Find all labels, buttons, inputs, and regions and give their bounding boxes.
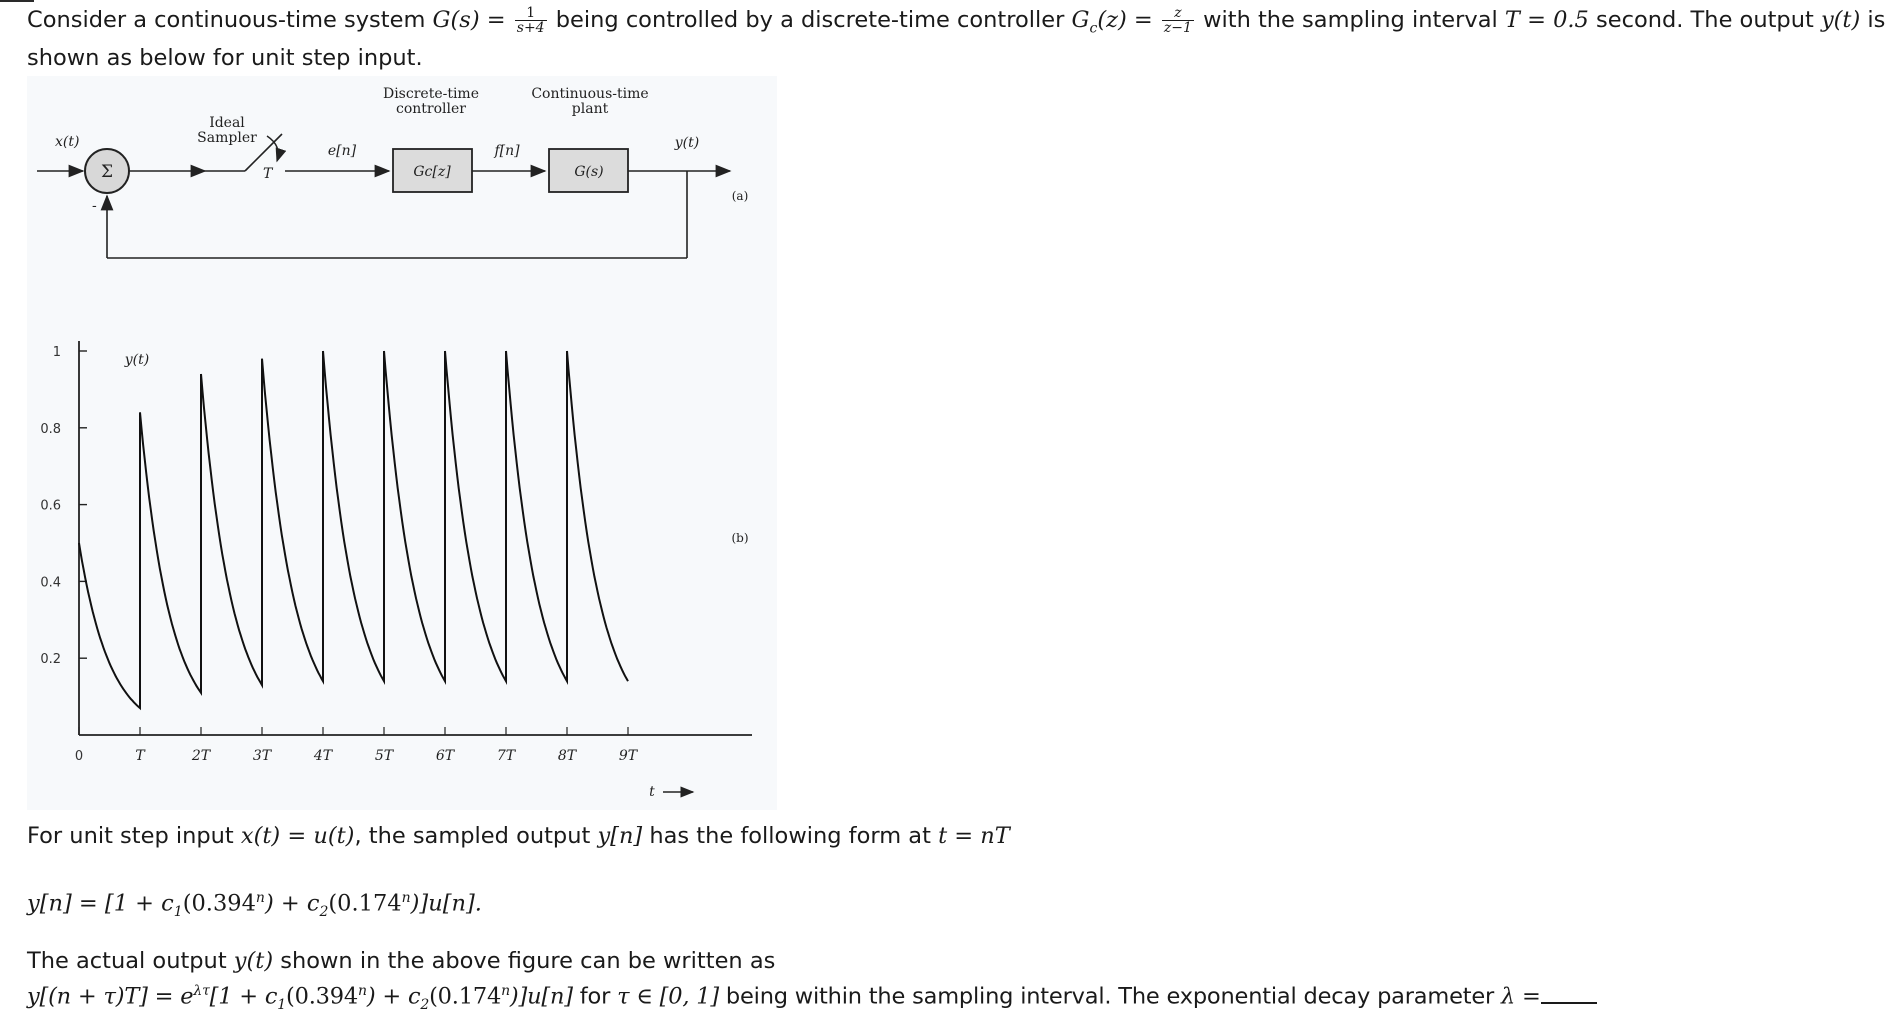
plant-transfer-label: G(s) = bbox=[432, 7, 513, 33]
intro-text: with the sampling interval bbox=[1195, 7, 1505, 33]
sampler-label-2: Sampler bbox=[197, 130, 257, 146]
intro-text: is bbox=[1860, 7, 1885, 33]
sampler-period-label: T bbox=[263, 166, 273, 182]
x-tick-label: 8T bbox=[557, 748, 577, 764]
sampled-output-equation: $y[n] = [1 + c_1(0.394^n) + c_2(0.174^n)]u[n]$. bbox=[27, 890, 482, 920]
panel-a-label: (a) bbox=[731, 189, 749, 203]
x-tick-label: 3T bbox=[252, 748, 272, 764]
response-segment bbox=[384, 351, 445, 681]
controller-title-2: controller bbox=[396, 101, 466, 117]
response-plot bbox=[40, 341, 752, 800]
en-label: e[n] bbox=[327, 143, 357, 159]
x-tick-label: 4T bbox=[313, 748, 333, 764]
y-tick-label: 1 bbox=[52, 345, 61, 360]
plant-title-1: Continuous-time bbox=[531, 86, 649, 102]
output-symbol: y(t) bbox=[233, 948, 274, 974]
tau-range: τ ∈ [0, 1] bbox=[617, 983, 719, 1010]
response-segment bbox=[140, 374, 201, 693]
figure-panel bbox=[27, 76, 777, 810]
response-segment bbox=[201, 359, 262, 685]
intro-text: being controlled by a discrete-time controller bbox=[548, 7, 1072, 33]
x-tick-label: 2T bbox=[191, 748, 211, 764]
input-label: x(t) bbox=[55, 134, 80, 150]
response-curves bbox=[79, 351, 628, 708]
x-axis-title: t bbox=[649, 784, 655, 800]
fn-label: f[n] bbox=[494, 143, 520, 159]
response-segment bbox=[79, 412, 140, 708]
output-label: y(t) bbox=[674, 135, 700, 151]
intro-line-1: Consider a continuous-time system G(s) = $\frac{1}{s+4}$ being controlled by a discrete-time controller $G_c(z)$ = $\frac{z}{z-1}$ with the sampling interval T = 0.5 second. The output y(t) is bbox=[27, 5, 1885, 37]
intro-text: Consider a continuous-time system bbox=[27, 7, 433, 33]
actual-output-equation: $y[(n + \tau)T] = e^{\lambda\tau}[1 + c_1(0.394^n) + c_2(0.174^n)]u[n]$ for τ ∈ [0, 1] being within the sampling interval. The exponential decay parameter λ = bbox=[27, 976, 1597, 1020]
block-diagram bbox=[37, 86, 748, 258]
y-tick-label: 0.2 bbox=[40, 652, 61, 668]
controller-title-1: Discrete-time bbox=[382, 86, 480, 102]
y-axis-title: y(t) bbox=[124, 352, 150, 368]
sample-time: t = nT bbox=[938, 823, 1010, 849]
x-tick-label: 5T bbox=[374, 748, 394, 764]
controller-transfer-label: G bbox=[1071, 7, 1090, 33]
x-tick-label: 9T bbox=[618, 748, 638, 764]
top-accent-bar bbox=[0, 0, 34, 2]
paragraph-actual-output: The actual output y(t) shown in the above figure can be written as bbox=[27, 948, 776, 974]
y-ticks bbox=[40, 345, 87, 667]
figure-svg bbox=[27, 76, 777, 810]
y-tick-label: 0.8 bbox=[40, 421, 61, 437]
x-tick-label: 7T bbox=[496, 748, 516, 764]
sampler-label-1: Ideal bbox=[209, 115, 245, 131]
controller-block-label: Gc[z] bbox=[413, 164, 451, 180]
lambda-symbol: λ = bbox=[1501, 983, 1541, 1010]
sampled-output-symbol: y[n] bbox=[597, 823, 643, 849]
intro-text: second. The output bbox=[1588, 7, 1821, 33]
response-segment bbox=[323, 351, 384, 681]
sampling-interval: T = 0.5 bbox=[1504, 7, 1589, 33]
response-segment bbox=[567, 351, 628, 681]
paragraph-sampled-output: For unit step input x(t) = u(t), the sampled output y[n] has the following form at t = nT bbox=[27, 823, 1010, 849]
x-ticks bbox=[75, 727, 639, 764]
minus-sign: - bbox=[92, 198, 97, 214]
panel-b-label: (b) bbox=[731, 531, 749, 545]
y-tick-label: 0.4 bbox=[40, 575, 61, 591]
output-symbol: y(t) bbox=[1820, 7, 1861, 33]
controller-fraction: $\frac{z}{z-1}$ bbox=[1163, 5, 1192, 36]
x-tick-label: T bbox=[135, 748, 145, 764]
plant-title-2: plant bbox=[571, 101, 609, 117]
answer-blank[interactable] bbox=[1541, 982, 1597, 1004]
response-segment bbox=[262, 351, 323, 681]
intro-line-2: shown as below for unit step input. bbox=[27, 45, 423, 71]
plant-block-label: G(s) bbox=[574, 164, 604, 180]
x-tick-label: 0 bbox=[74, 749, 84, 764]
response-segment bbox=[506, 351, 567, 681]
response-segment bbox=[445, 351, 506, 681]
plant-fraction: $\frac{1}{s+4}$ bbox=[516, 5, 545, 36]
y-tick-label: 0.6 bbox=[40, 498, 61, 514]
x-tick-label: 6T bbox=[435, 748, 455, 764]
input-definition: x(t) = u(t) bbox=[240, 823, 355, 849]
sigma-symbol: Σ bbox=[100, 162, 114, 182]
